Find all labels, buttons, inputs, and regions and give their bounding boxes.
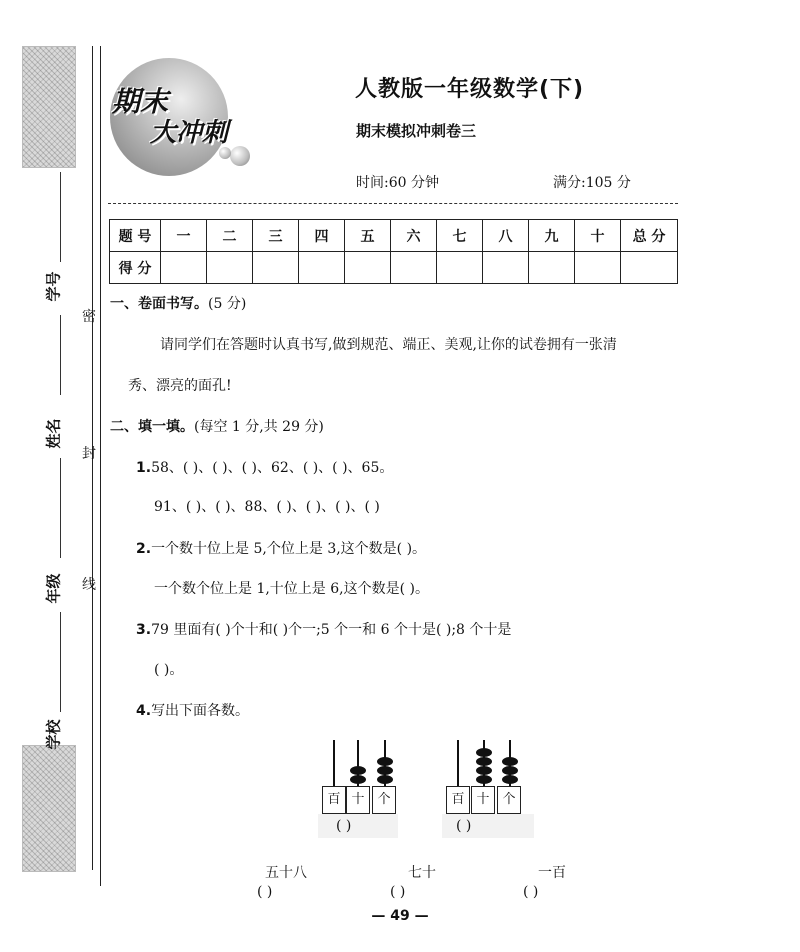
score-header-cell: 七 <box>437 220 483 252</box>
score-input-cell[interactable] <box>437 252 483 284</box>
number-word-70: 七十 <box>408 865 436 881</box>
question-2-text-b[interactable]: 一个数个位上是 1,十位上是 6,这个数是( )。 <box>154 581 429 597</box>
score-header-cell: 总 分 <box>621 220 678 252</box>
abacus-1-bead-ones <box>377 757 393 766</box>
page-title: 人教版一年级数学(下) <box>355 77 585 102</box>
score-input-cell[interactable] <box>483 252 529 284</box>
grade-blank[interactable] <box>60 458 61 558</box>
score-header-cell: 四 <box>299 220 345 252</box>
abacus-1-bead-tens <box>350 766 366 775</box>
student-name-label: 姓名 <box>44 418 63 449</box>
abacus-2-bead-tens <box>476 775 492 784</box>
section-1-points: (5 分) <box>208 296 247 312</box>
logo-bubble-large <box>230 146 250 166</box>
question-3-number: 3. <box>136 622 152 638</box>
seal-feng: 封 <box>82 446 96 462</box>
abacus-2-bead-ones <box>502 766 518 775</box>
score-input-cell[interactable] <box>391 252 437 284</box>
question-4-number: 4. <box>136 703 152 719</box>
student-id-label: 学号 <box>44 271 63 302</box>
exam-time: 时间:60 分钟 <box>356 175 439 191</box>
score-input-cell[interactable] <box>621 252 678 284</box>
grade-label: 年级 <box>44 573 63 604</box>
question-1-sequence-b[interactable]: 91、( )、( )、88、( )、( )、( )、( ) <box>154 499 380 515</box>
abacus-1-place-ones: 个 <box>372 786 396 814</box>
abacus-2-place-hundreds: 百 <box>446 786 470 814</box>
school-label: 学校 <box>44 719 63 750</box>
student-name-blank[interactable] <box>60 315 61 395</box>
question-3-line1 <box>136 619 511 639</box>
abacus-2-bead-tens <box>476 766 492 775</box>
score-input-cell[interactable] <box>207 252 253 284</box>
score-input-cell[interactable] <box>299 252 345 284</box>
score-header-cell: 八 <box>483 220 529 252</box>
abacus-1-base <box>318 814 398 838</box>
abacus-2-bead-tens <box>476 748 492 757</box>
score-input-cell[interactable] <box>529 252 575 284</box>
abacus-2-bead-tens <box>476 757 492 766</box>
score-input-cell[interactable] <box>161 252 207 284</box>
logo-text-line1: 期末 <box>112 85 169 118</box>
binding-line-right <box>100 46 101 886</box>
abacus-2-bead-ones <box>502 757 518 766</box>
abacus-1-bead-ones <box>377 775 393 784</box>
binding-pattern-bottom <box>22 745 76 872</box>
abacus-1-place-hundreds: 百 <box>322 786 346 814</box>
question-2-line1 <box>136 538 426 558</box>
abacus-2-rod-hundreds <box>457 740 459 786</box>
seal-mi: 密 <box>82 309 96 325</box>
score-row-label: 得 分 <box>110 252 161 284</box>
abacus-1-rod-hundreds <box>333 740 335 786</box>
question-4-line <box>136 700 249 720</box>
number-word-58: 五十八 <box>265 865 307 881</box>
question-2-number: 2. <box>136 541 152 557</box>
question-1-line1 <box>136 457 393 477</box>
question-3-text-a[interactable]: 79 里面有( )个十和( )个一;5 个一和 6 个十是( );8 个十是 <box>151 622 512 638</box>
number-blank-70[interactable]: ( ) <box>390 884 406 900</box>
score-header-cell: 题 号 <box>110 220 161 252</box>
school-blank[interactable] <box>60 612 61 712</box>
abacus-1-bead-tens <box>350 775 366 784</box>
section-2-points: (每空 1 分,共 29 分) <box>194 419 324 435</box>
dashed-divider <box>108 203 678 204</box>
score-header-cell: 九 <box>529 220 575 252</box>
score-header-cell: 五 <box>345 220 391 252</box>
score-header-cell: 十 <box>575 220 621 252</box>
abacus-2-place-ones: 个 <box>497 786 521 814</box>
score-header-cell: 二 <box>207 220 253 252</box>
question-3-text-b[interactable]: ( )。 <box>154 662 184 678</box>
logo-text-line2: 大冲刺 <box>150 118 229 148</box>
section-2-title: 二、填一填。 <box>110 419 194 435</box>
score-header-cell: 三 <box>253 220 299 252</box>
question-1-sequence-a[interactable]: 58、( )、( )、( )、62、( )、( )、65。 <box>151 460 394 476</box>
section-1-text-line2: 秀、漂亮的面孔! <box>128 378 232 394</box>
abacus-2-bead-ones <box>502 775 518 784</box>
abacus-2-place-tens: 十 <box>471 786 495 814</box>
student-id-blank[interactable] <box>60 172 61 262</box>
abacus-1-answer-blank[interactable]: ( ) <box>336 818 352 834</box>
abacus-2-answer-blank[interactable]: ( ) <box>456 818 472 834</box>
score-table <box>109 219 678 284</box>
question-2-text-a[interactable]: 一个数十位上是 5,个位上是 3,这个数是( )。 <box>151 541 427 557</box>
number-blank-58[interactable]: ( ) <box>257 884 273 900</box>
number-blank-100[interactable]: ( ) <box>523 884 539 900</box>
question-4-text: 写出下面各数。 <box>151 703 250 719</box>
section-2-heading <box>110 416 324 436</box>
abacus-1-place-tens: 十 <box>346 786 370 814</box>
score-table-score-row <box>110 252 678 284</box>
abacus-1-bead-ones <box>377 766 393 775</box>
score-header-cell: 一 <box>161 220 207 252</box>
score-table-header-row <box>110 220 678 252</box>
page-subtitle: 期末模拟冲刺卷三 <box>356 122 477 140</box>
number-word-100: 一百 <box>538 865 566 881</box>
section-1-text-line1: 请同学们在答题时认真书写,做到规范、端正、美观,让你的试卷拥有一张清 <box>160 337 617 353</box>
score-input-cell[interactable] <box>575 252 621 284</box>
seal-xian: 线 <box>82 577 96 593</box>
page-number: — 49 — <box>371 908 429 924</box>
question-1-number: 1. <box>136 460 152 476</box>
binding-pattern-top <box>22 46 76 168</box>
exam-full-score: 满分:105 分 <box>553 175 631 191</box>
section-1-title: 一、卷面书写。 <box>110 296 208 312</box>
section-1-heading <box>110 293 246 313</box>
score-header-cell: 六 <box>391 220 437 252</box>
score-input-cell[interactable] <box>253 252 299 284</box>
score-input-cell[interactable] <box>345 252 391 284</box>
